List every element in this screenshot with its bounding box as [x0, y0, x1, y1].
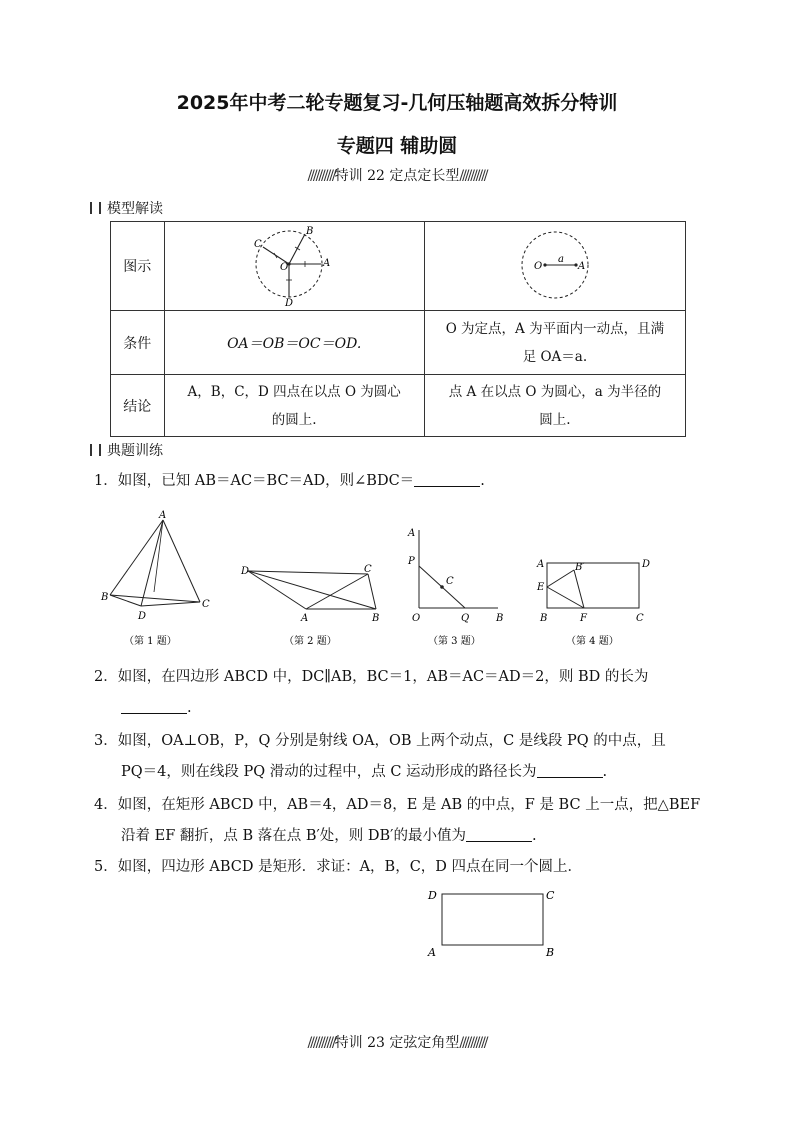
hatch-right: //////////	[459, 1035, 487, 1051]
svg-text:O: O	[412, 613, 421, 624]
label-O: O	[280, 262, 289, 273]
svg-text:A: A	[408, 528, 416, 539]
svg-text:B: B	[540, 613, 548, 624]
figures-row	[96, 508, 676, 656]
row-label-conclusion: 结论	[111, 375, 165, 437]
condition-right: O 为定点，A 为平面内一动点，且满 足 OA＝a.	[424, 311, 685, 375]
conclusion-right: 点 A 在以点 O 为圆心，a 为半径的 圆上.	[424, 375, 685, 437]
conclusion-left: A，B，C，D 四点在以点 O 为圆心 的圆上.	[164, 375, 424, 437]
svg-text:P: P	[408, 556, 415, 567]
svg-text:A: A	[428, 946, 436, 959]
question-2: 2．如图，在四边形 ABCD 中，DC∥AB，BC＝1，AB＝AC＝AD＝2，则 BD 的长为 .	[94, 669, 649, 716]
question-4: 4．如图，在矩形 ABCD 中，AB＝4，AD＝8，E 是 AB 的中点，F 是 BC 上一点，把△BEF 沿着 EF 翻折，点 B 落在点 B′处，则 DB′的最小值为 .	[94, 797, 701, 844]
svg-text:A: A	[301, 613, 309, 624]
section-heading-model: 模型解读	[90, 198, 163, 218]
model-figure-2	[424, 222, 685, 311]
section-marker-icon	[90, 444, 101, 456]
model-figure-1	[164, 222, 424, 311]
svg-text:B: B	[372, 613, 380, 624]
figure-5-rectangle	[422, 884, 562, 960]
label-B: B	[306, 226, 314, 237]
svg-text:Q: Q	[461, 613, 470, 624]
svg-text:D: D	[428, 889, 437, 902]
section-marker-icon	[90, 202, 101, 214]
caption-1: （第 1 题）	[124, 636, 177, 647]
hatch-left: //////////	[307, 168, 335, 184]
caption-4: （第 4 题）	[566, 636, 619, 647]
answer-blank	[121, 699, 187, 714]
svg-text:C: C	[636, 613, 644, 624]
caption-2: （第 2 题）	[284, 636, 337, 647]
svg-text:A: A	[159, 510, 167, 521]
model-table	[110, 221, 686, 437]
label-a: a	[557, 254, 564, 265]
row-label-figure: 图示	[111, 222, 165, 311]
caption-3: （第 3 题）	[428, 636, 481, 647]
row-label-condition: 条件	[111, 311, 165, 375]
svg-text:D: D	[642, 559, 651, 570]
label-A: A	[577, 261, 586, 272]
topic-title: 专题四 辅助圆	[336, 135, 458, 157]
question-5: 5．如图，四边形 ABCD 是矩形．求证：A，B，C，D 四点在同一个圆上．	[94, 859, 583, 875]
svg-text:B′: B′	[575, 562, 585, 573]
circle-four-points-figure	[239, 222, 349, 306]
svg-text:B: B	[546, 946, 555, 959]
circle-radius-figure	[505, 222, 605, 306]
label-A: A	[323, 258, 331, 269]
section-banner-22	[0, 165, 794, 185]
svg-text:F: F	[580, 613, 587, 624]
figure-3	[407, 528, 503, 647]
svg-text:A: A	[537, 559, 545, 570]
figure-4	[536, 559, 650, 647]
section-heading-practice: 典题训练	[90, 440, 163, 460]
label-C: C	[254, 239, 262, 250]
svg-text:C: C	[202, 599, 210, 610]
svg-text:C: C	[546, 889, 555, 902]
label-O: O	[533, 261, 543, 272]
figure-2	[240, 564, 379, 647]
answer-blank	[414, 472, 480, 487]
hatch-right: //////////	[459, 168, 487, 184]
answer-blank	[466, 827, 532, 842]
label-D: D	[285, 298, 294, 306]
figure-1	[100, 510, 210, 647]
svg-text:D: D	[138, 611, 147, 622]
question-3: 3．如图，OA⊥OB，P，Q 分别是射线 OA，OB 上两个动点，C 是线段 PQ 的中点，且 PQ＝4，则在线段 PQ 滑动的过程中，点 C 运动形成的路径长为 .	[94, 733, 666, 780]
svg-text:D: D	[241, 566, 250, 577]
answer-blank	[537, 763, 603, 778]
svg-text:B: B	[101, 592, 109, 603]
document-title: 2025年中考二轮专题复习-几何压轴题高效拆分特训	[176, 92, 618, 114]
svg-text:E: E	[537, 582, 545, 593]
svg-text:B: B	[496, 613, 504, 624]
question-1: 1．如图，已知 AB＝AC＝BC＝AD，则∠BDC＝ .	[94, 473, 485, 489]
condition-left: OA＝OB＝OC＝OD.	[164, 311, 424, 375]
banner-text: 特训 22 定点定长型	[334, 168, 460, 184]
svg-text:C: C	[446, 576, 454, 587]
banner-text: 特训 23 定弦定角型	[334, 1035, 460, 1051]
section-banner-23	[0, 1032, 794, 1052]
svg-text:C: C	[364, 564, 372, 575]
hatch-left: //////////	[307, 1035, 335, 1051]
